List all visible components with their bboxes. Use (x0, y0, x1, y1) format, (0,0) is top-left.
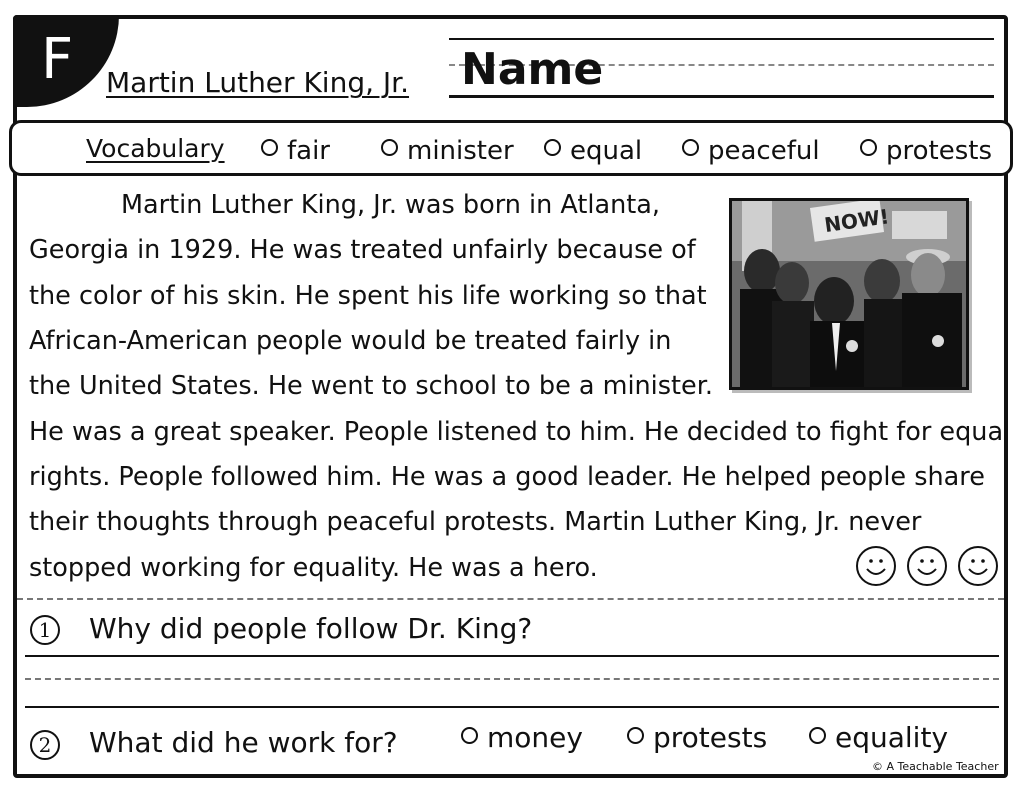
answer-line[interactable] (25, 655, 999, 657)
vocab-word-protests[interactable]: protests (860, 136, 992, 166)
name-writing-line-top (449, 38, 994, 40)
level-letter: F (41, 27, 74, 92)
answer-line[interactable] (25, 706, 999, 708)
smiley-face-icon (858, 548, 894, 584)
march-photo-illustration (732, 201, 966, 387)
rating-smiley-icon[interactable] (958, 546, 998, 586)
passage-title: Martin Luther King, Jr. (106, 66, 410, 99)
passage-line: their thoughts through peaceful protests. Martin Luther King, Jr. never (29, 507, 922, 537)
passage-line: Martin Luther King, Jr. was born in Atlanta, (121, 190, 660, 220)
question-1-text: Why did people follow Dr. King? (89, 612, 533, 645)
passage-line: African-American people would be treated fairly in (29, 326, 672, 356)
vocab-word-fair[interactable]: fair (261, 136, 330, 166)
vocab-word-equal[interactable]: equal (544, 136, 642, 166)
checkbox-circle-icon[interactable] (682, 139, 699, 156)
checkbox-circle-icon[interactable] (461, 727, 478, 744)
checkbox-circle-icon[interactable] (809, 727, 826, 744)
passage-line: the United States. He went to school to be a minister. (29, 371, 713, 401)
section-divider (17, 598, 1004, 600)
checkbox-circle-icon[interactable] (860, 139, 877, 156)
checkbox-circle-icon[interactable] (381, 139, 398, 156)
vocabulary-label: Vocabulary (86, 134, 225, 163)
passage-line: Georgia in 1929. He was treated unfairly because of (29, 235, 696, 265)
name-writing-line-base[interactable] (449, 95, 994, 98)
answer-option-equality[interactable]: equality (809, 724, 948, 752)
answer-option-money[interactable]: money (461, 724, 583, 752)
question-number-badge: 2 (30, 730, 60, 760)
smiley-face-icon (960, 548, 996, 584)
copyright-notice: © A Teachable Teacher (872, 760, 999, 773)
smiley-face-icon (909, 548, 945, 584)
checkbox-circle-icon[interactable] (627, 727, 644, 744)
historical-photo (729, 198, 969, 390)
rating-smiley-icon[interactable] (907, 546, 947, 586)
answer-option-protests[interactable]: protests (627, 724, 767, 752)
question-2-text: What did he work for? (89, 726, 398, 759)
answer-line-guide (25, 678, 999, 680)
vocab-word-minister[interactable]: minister (381, 136, 514, 166)
vocab-word-peaceful[interactable]: peaceful (682, 136, 820, 166)
rating-smiley-icon[interactable] (856, 546, 896, 586)
svg-text:NOW!: NOW! (822, 204, 891, 238)
passage-line: He was a great speaker. People listened to him. He decided to fight for equal (29, 417, 1011, 447)
name-label: Name (461, 44, 604, 95)
question-number-badge: 1 (30, 615, 60, 645)
passage-line: the color of his skin. He spent his life working so that (29, 281, 707, 311)
checkbox-circle-icon[interactable] (261, 139, 278, 156)
passage-line: rights. People followed him. He was a good leader. He helped people share (29, 462, 985, 492)
passage-line: stopped working for equality. He was a hero. (29, 553, 598, 583)
checkbox-circle-icon[interactable] (544, 139, 561, 156)
